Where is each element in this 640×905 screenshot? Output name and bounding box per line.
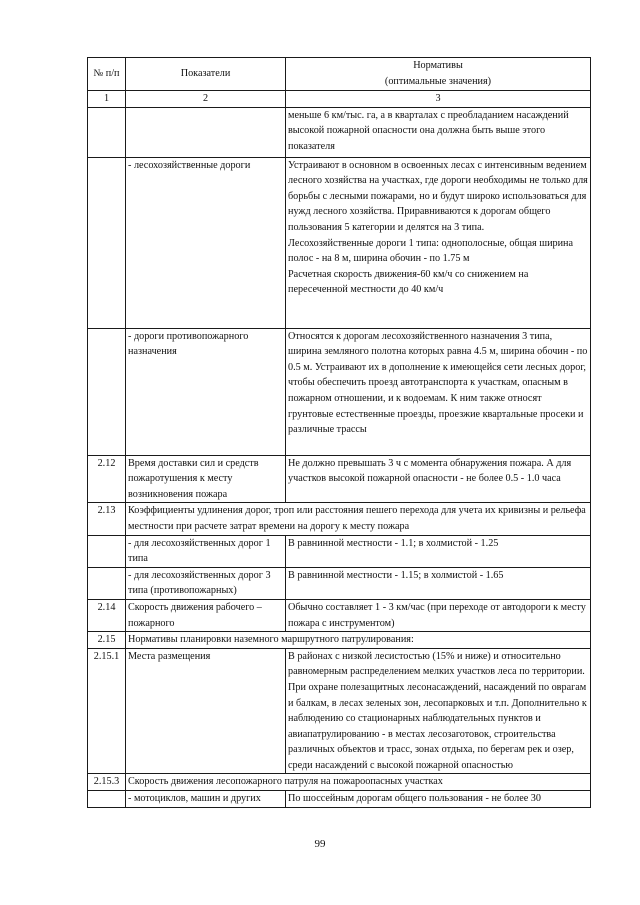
row-number: 2.15.3 — [88, 774, 126, 791]
table-row — [88, 328, 591, 455]
table-row — [88, 157, 591, 328]
worker-speed-label: Скорость движения рабочего – пожарного — [126, 599, 286, 631]
coef-type1-text: В равнинной местности - 1.1; в холмистой - 1.25 — [286, 535, 591, 567]
table-row — [88, 791, 591, 808]
patrol-speed-text: Скорость движения лесопожарного патруля на пожароопасных участках — [126, 774, 591, 791]
table-header-row — [88, 58, 591, 91]
table-row — [88, 632, 591, 649]
header-number: № п/п — [88, 58, 126, 91]
row-number: 2.13 — [88, 503, 126, 535]
coef-type3-text: В равнинной местности - 1.15; в холмистой - 1.65 — [286, 567, 591, 599]
norms-table — [87, 57, 591, 808]
row-number: 2.12 — [88, 455, 126, 503]
worker-speed-text: Обычно составляет 1 - 3 км/час (при переходе от автодороги к месту пожара с инструментом) — [286, 599, 591, 631]
delivery-time-text: Не должно превышать 3 ч с момента обнаружения пожара. А для участков высокой пожарной опасности - не более 0.5 - 1.0 часа — [286, 455, 591, 503]
patrol-norms-text: Нормативы планировки наземного маршрутного патрулирования: — [126, 632, 591, 649]
page-number: 99 — [314, 838, 326, 850]
delivery-time-label: Время доставки сил и средств пожаротушения к месту возникновения пожара — [126, 455, 286, 503]
table-index-row — [88, 91, 591, 108]
forest-roads-speed: Расчетная скорость движения-60 км/ч со снижением на пересеченной местности до 40 км/ч — [288, 268, 529, 296]
index-1: 1 — [88, 91, 126, 108]
index-3: 3 — [286, 91, 591, 108]
table-row — [88, 774, 591, 791]
forest-roads-text: Устраивают в основном в освоенных лесах с интенсивным ведением лесного хозяйства на участках, где дороги необходимы не только для борьбы с лесными пожарами, но и будут широко использоваться для нужд лесного хозяйства. Приравниваются к дорогам общего пользования 5 категории и делятся на 3 типа. — [288, 159, 588, 233]
table-row — [88, 535, 591, 567]
continued-text: меньше 6 км/тыс. га, а в кварталах с преобладанием насаждений высокой пожарной опасности она должна быть выше этого показателя — [286, 107, 591, 157]
table-row — [88, 648, 591, 774]
vehicles-label: - мотоциклов, машин и других — [126, 791, 286, 808]
header-norms-line2: (оптимальные значения) — [384, 76, 492, 87]
forest-roads-type1: Лесохозяйственные дороги 1 типа: однополосные, общая ширина полос - на 8 м, ширина обочин - по 1.75 м — [288, 237, 574, 265]
coefficients-text: Коэффициенты удлинения дорог, троп или расстояния пешего перехода для учета их кривизны и рельефа местности при расчете затрат времени на дорогу к месту пожара — [126, 503, 591, 535]
fire-roads-text: Относятся к дорогам лесохозяйственного назначения 3 типа, ширина земляного полотна которых равна 4.5 м, ширина обочин - по 0.5 м. Устраивают их в дополнение к имеющейся сети лесных дорог, чтобы обеспечить проезд автотранспорта к участкам, опасным в пожарном отношении, и к водоемам. К ним также относят грунтовые естественные проезды, проезжие квартальные просеки и различные трассы — [286, 328, 591, 455]
table-row — [88, 107, 591, 157]
header-indicators: Показатели — [126, 58, 286, 91]
index-2: 2 — [126, 91, 286, 108]
forest-roads-label: - лесохозяйственные дороги — [126, 157, 286, 328]
coef-type3-label: - для лесохозяйственных дорог 3 типа (противопожарных) — [126, 567, 286, 599]
forest-roads-cell — [286, 157, 591, 328]
coef-type1-label: - для лесохозяйственных дорог 1 типа — [126, 535, 286, 567]
table-row — [88, 567, 591, 599]
row-number: 2.15 — [88, 632, 126, 649]
fire-roads-label: - дороги противопожарного назначения — [126, 328, 286, 455]
row-number: 2.14 — [88, 599, 126, 631]
vehicles-text: По шоссейным дорогам общего пользования - не более 30 — [286, 791, 591, 808]
placement-label: Места размещения — [126, 648, 286, 774]
placement-text: В районах с низкой лесистостью (15% и ниже) и относительно равномерным распределением мелких участков леса по территории. При охране полезащитных лесонасаждений, насаждений по оврагам и балкам, в лесах зеленых зон, лесопарковых и т.п. Дополнительно к наблюдению со стационарных наблюдательных пунктов и авиапатрулированию - в местах лесозаготовок, строительства различных объектов и трасс, зонах отдыха, по берегам рек и озер, среди насаждений с высокой пожарной опасностью — [286, 648, 591, 774]
table-row — [88, 455, 591, 503]
table-row — [88, 599, 591, 631]
row-number: 2.15.1 — [88, 648, 126, 774]
table-row — [88, 503, 591, 535]
header-norms — [286, 58, 591, 91]
header-norms-line1: Нормативы — [413, 60, 463, 72]
